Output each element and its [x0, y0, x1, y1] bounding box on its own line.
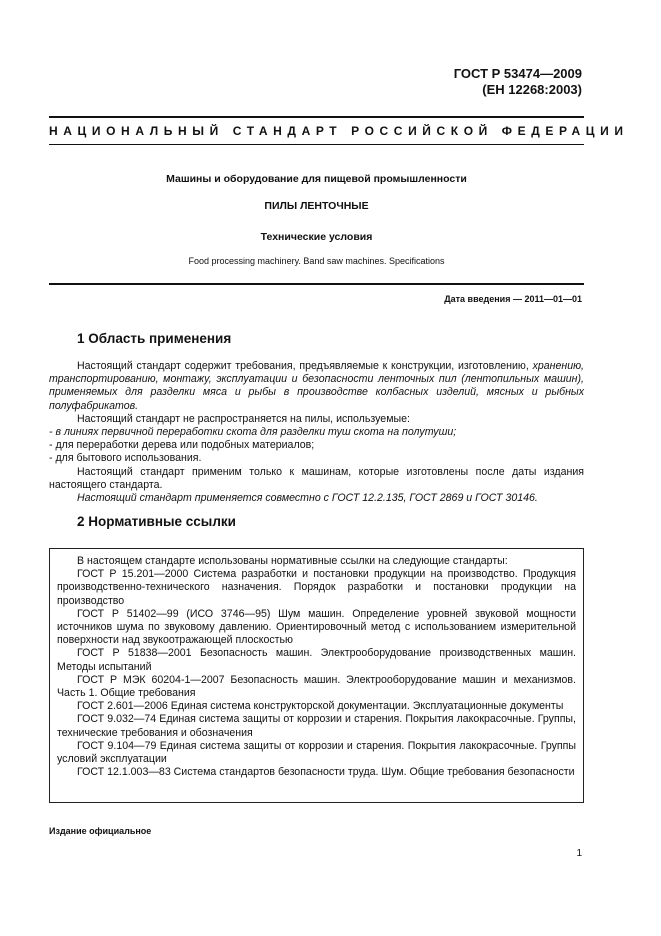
reference-item: В настоящем стандарте использованы нормативные ссылки на следующие стандарты:	[77, 555, 508, 567]
standard-code-main: ГОСТ Р 53474—2009	[453, 66, 582, 81]
title-line-2: ПИЛЫ ЛЕНТОЧНЫЕ	[264, 200, 369, 212]
title-line-3: Технические условия	[260, 231, 373, 243]
scope-paragraph-2: Настоящий стандарт не распространяется на пилы, используемые:	[77, 412, 410, 425]
reference-item: ГОСТ 9.104—79 Единая система защиты от коррозии и старения. Покрытия лакокрасочные. Группы условий эксплуатации	[57, 739, 576, 766]
english-title: Food processing machinery. Band saw machines. Specifications	[188, 256, 445, 266]
scope-paragraph-1	[49, 360, 584, 413]
normative-references-box	[49, 548, 584, 803]
section-1-heading: 1 Область применения	[77, 331, 232, 346]
reference-item: ГОСТ Р МЭК 60204-1—2007 Безопасность машин. Электрооборудование машин и механизмов. Часть 1. Общие требования	[57, 673, 576, 700]
section-2-heading: 2 Нормативные ссылки	[77, 514, 236, 529]
banner-divider	[49, 144, 584, 145]
standard-code-en: (ЕН 12268:2003)	[482, 82, 582, 97]
title-line-1: Машины и оборудование для пищевой промышленности	[166, 173, 467, 185]
scope-p1-normal: Настоящий стандарт содержит требования, предъявляемые к конструкции, изготовлению,	[77, 360, 533, 372]
national-standard-banner: НАЦИОНАЛЬНЫЙ СТАНДАРТ РОССИЙСКОЙ ФЕДЕРАЦИИ	[49, 124, 629, 138]
scope-p1-italic: хранению, транспортированию, монтажу, эксплуатации и безопасности ленточных пил (лентопильных машин), применяемых для разделки мяса и рыбы в производстве колбасных изделий, мясных и рыбных полуфабрикатов.	[49, 360, 584, 412]
scope-list-item-1: - в линиях первичной переработки скота для разделки туш скота на полутуши;	[49, 426, 457, 439]
title-divider	[49, 283, 584, 285]
scope-paragraph-4: Настоящий стандарт применяется совместно с ГОСТ 12.2.135, ГОСТ 2869 и ГОСТ 30146.	[77, 492, 538, 505]
standard-code	[454, 66, 582, 98]
reference-item: ГОСТ Р 51838—2001 Безопасность машин. Электрооборудование производственных машин. Методы испытаний	[57, 647, 576, 673]
introduction-date: Дата введения — 2011—01—01	[444, 294, 582, 304]
scope-list-item-3: - для бытового использования.	[49, 452, 202, 465]
reference-item: ГОСТ 12.1.003—83 Система стандартов безопасности труда. Шум. Общие требования безопасности	[77, 766, 575, 779]
scope-paragraph-3: Настоящий стандарт применим только к машинам, которые изготовлены после даты издания настоящего стандарта.	[49, 465, 584, 491]
official-edition-label: Издание официальное	[49, 826, 152, 836]
top-divider	[49, 116, 584, 118]
page-number: 1	[576, 848, 582, 859]
scope-list-item-2: - для переработки дерева или подобных материалов;	[49, 439, 315, 452]
reference-item: ГОСТ Р 15.201—2000 Система разработки и постановки продукции на производство. Продукция производственно-технического назначения. Порядок разработки и постановки продукции на производство	[57, 568, 576, 607]
reference-item: ГОСТ 2.601—2006 Единая система конструкторской документации. Эксплуатационные документы	[77, 700, 564, 713]
reference-item: ГОСТ Р 51402—99 (ИСО 3746—95) Шум машин. Определение уровней звуковой мощности источников шума по звуковому давлению. Ориентировочный метод с использованием измерительной поверхности над звукоотражающей плоскостью	[57, 607, 576, 647]
reference-item: ГОСТ 9.032—74 Единая система защиты от коррозии и старения. Покрытия лакокрасочные. Группы, технические требования и обозначения	[57, 713, 576, 739]
section-1-body	[49, 360, 584, 505]
